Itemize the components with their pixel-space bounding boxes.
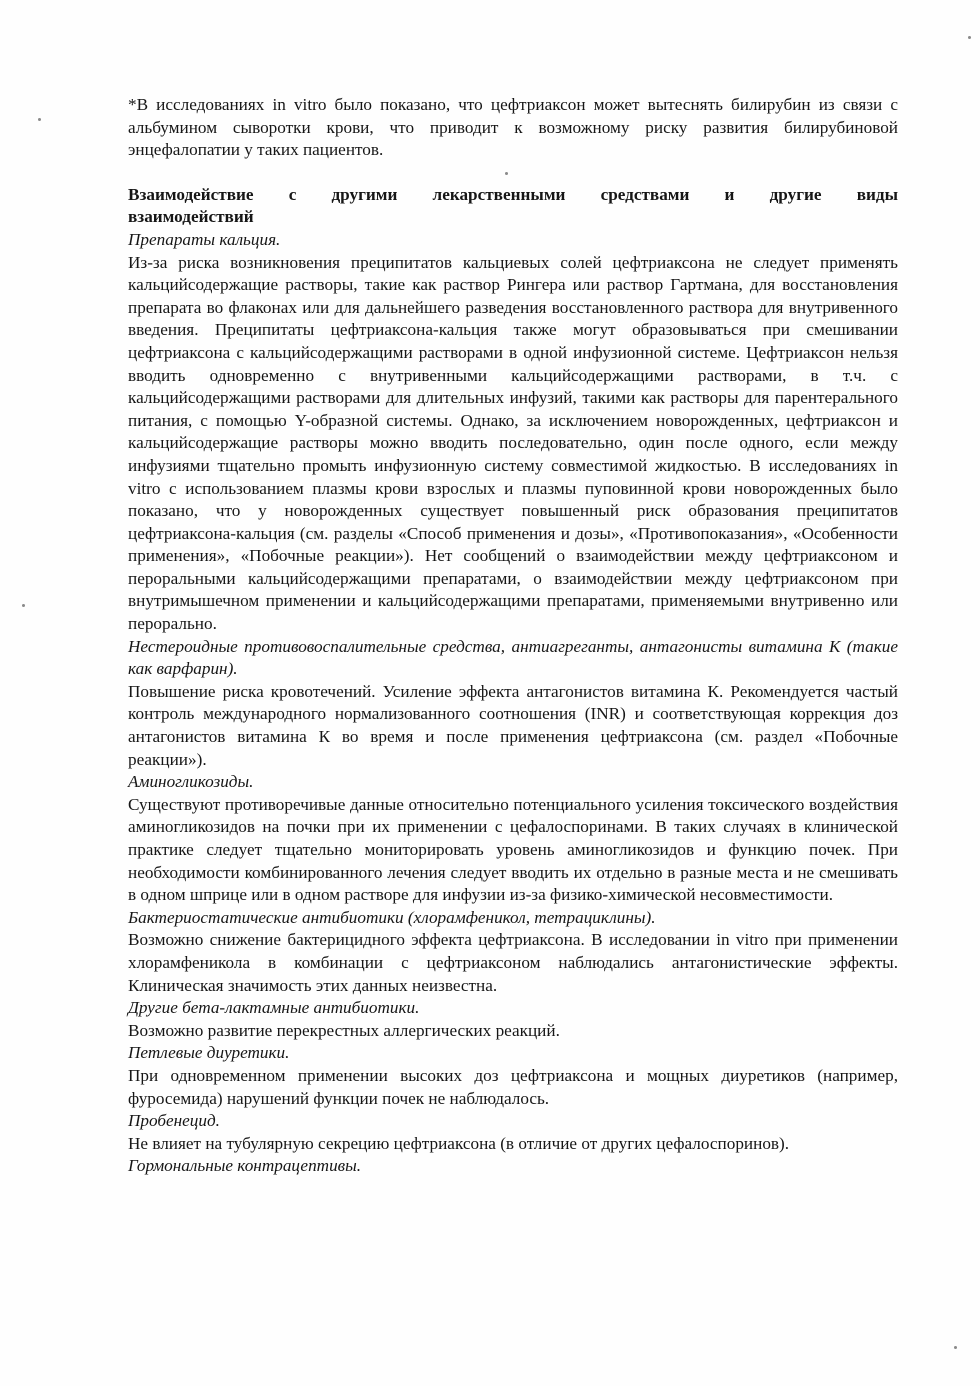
paragraph-beta-lactams: Возможно развитие перекрестных аллергических реакций. (128, 1020, 560, 1040)
subtitle-aminoglycosides: Аминогликозиды. (128, 772, 254, 792)
subtitle-hormonal-contraceptives: Гормональные контрацептивы. (128, 1156, 362, 1176)
document-page (128, 94, 898, 1178)
scan-speck (505, 172, 508, 175)
section-heading: Взаимодействие с другими лекарственными средствами и другие виды (128, 184, 898, 204)
intro-paragraph: *В исследованиях in vitro было показано, что цефтриаксон может вытеснять билирубин из связи с альбумином сыворотки крови, что приводит к возможному риску развития билирубиновой энцефалопатии у таких пациентов. (128, 95, 898, 160)
scan-speck (22, 604, 25, 607)
subtitle-loop-diuretics: Петлевые диуретики. (128, 1043, 290, 1063)
subtitle-bacteriostatic: Бактериостатические антибиотики (хлорамфеникол, тетрациклины). (128, 907, 656, 927)
paragraph-aminoglycosides: Существуют противоречивые данные относительно потенциального усиления токсического воздействия аминогликозидов на почки при их применении с цефалоспоринами. В таких случаях в клинической практике следует тщательно мониторировать уровень аминогликозидов и функцию почек. При необходимости комбинированного лечения следует вводить их отдельно в разные места и не смешивать в одном шприце или в одном растворе для инфузии из-за физико-химической несовместимости. (128, 794, 898, 905)
paragraph-bacteriostatic: Возможно снижение бактерицидного эффекта цефтриаксона. В исследовании in vitro при применении хлорамфеникола в комбинации с цефтриаксоном наблюдались антагонистические эффекты. Клиническая значимость этих данных неизвестна. (128, 930, 898, 995)
scan-speck (954, 1346, 957, 1349)
scan-speck (38, 118, 41, 121)
paragraph-nsaids: Повышение риска кровотечений. Усиление эффекта антагонистов витамина К. Рекомендуется частый контроль международного нормализованного соотношения (INR) и соответствующая коррекция доз антагонистов витамина К во время и после применения цефтриаксона (см. раздел «Побочные реакции»). (128, 681, 898, 769)
section-heading-continued: взаимодействий (128, 207, 254, 227)
paragraph-calcium: Из-за риска возникновения преципитатов кальциевых солей цефтриаксона не следует применять кальцийсодержащие растворы, такие как раствор Рингера или раствор Гартмана, для восстановления препарата во флаконах или для дальнейшего разведения восстановленного раствора для внутривенного введения. Преципитаты цефтриаксона-кальция также могут образовываться при смешивании цефтриаксона с кальцийсодержащими растворами в одной инфузионной системе. Цефтриаксон нельзя вводить одновременно с внутривенными кальцийсодержащими растворами, в т.ч. с кальцийсодержащими растворами для длительных инфузий, такими как растворы для парентерального питания, с помощью Y-образной системы. Однако, за исключением новорожденных, цефтриаксон и кальцийсодержащие растворы можно вводить последовательно, один после одного, если между инфузиями тщательно промыть инфузионную систему совместимой жидкостью. В исследованиях in vitro с использованием плазмы крови взрослых и плазмы пуповинной крови новорожденных было показано, что у новорожденных существует повышенный риск образования преципитатов цефтриаксона-кальция (см. разделы «Способ применения и дозы», «Противопоказания», «Особенности применения», «Побочные реакции»). Нет сообщений о взаимодействии между цефтриаксоном и пероральными кальцийсодержащими препаратами, о взаимодействии между цефтриаксоном при внутримышечном применении и кальцийсодержащими препаратами, применяемыми внутривенно или перорально. (128, 252, 898, 634)
paragraph-probenecid: Не влияет на тубулярную секрецию цефтриаксона (в отличие от других цефалоспоринов). (128, 1133, 790, 1153)
paragraph-loop-diuretics: При одновременном применении высоких доз цефтриаксона и мощных диуретиков (например, фуросемида) нарушений функции почек не наблюдалось. (128, 1065, 898, 1108)
subtitle-probenecid: Пробенецид. (128, 1111, 220, 1131)
scan-speck (968, 36, 971, 39)
subtitle-calcium: Препараты кальция. (128, 229, 281, 249)
subtitle-nsaids: Нестероидные противовоспалительные средства, антиагреганты, антагонисты витамина К (такие как варфарин). (128, 636, 898, 679)
subtitle-beta-lactams: Другие бета-лактамные антибиотики. (128, 998, 420, 1018)
